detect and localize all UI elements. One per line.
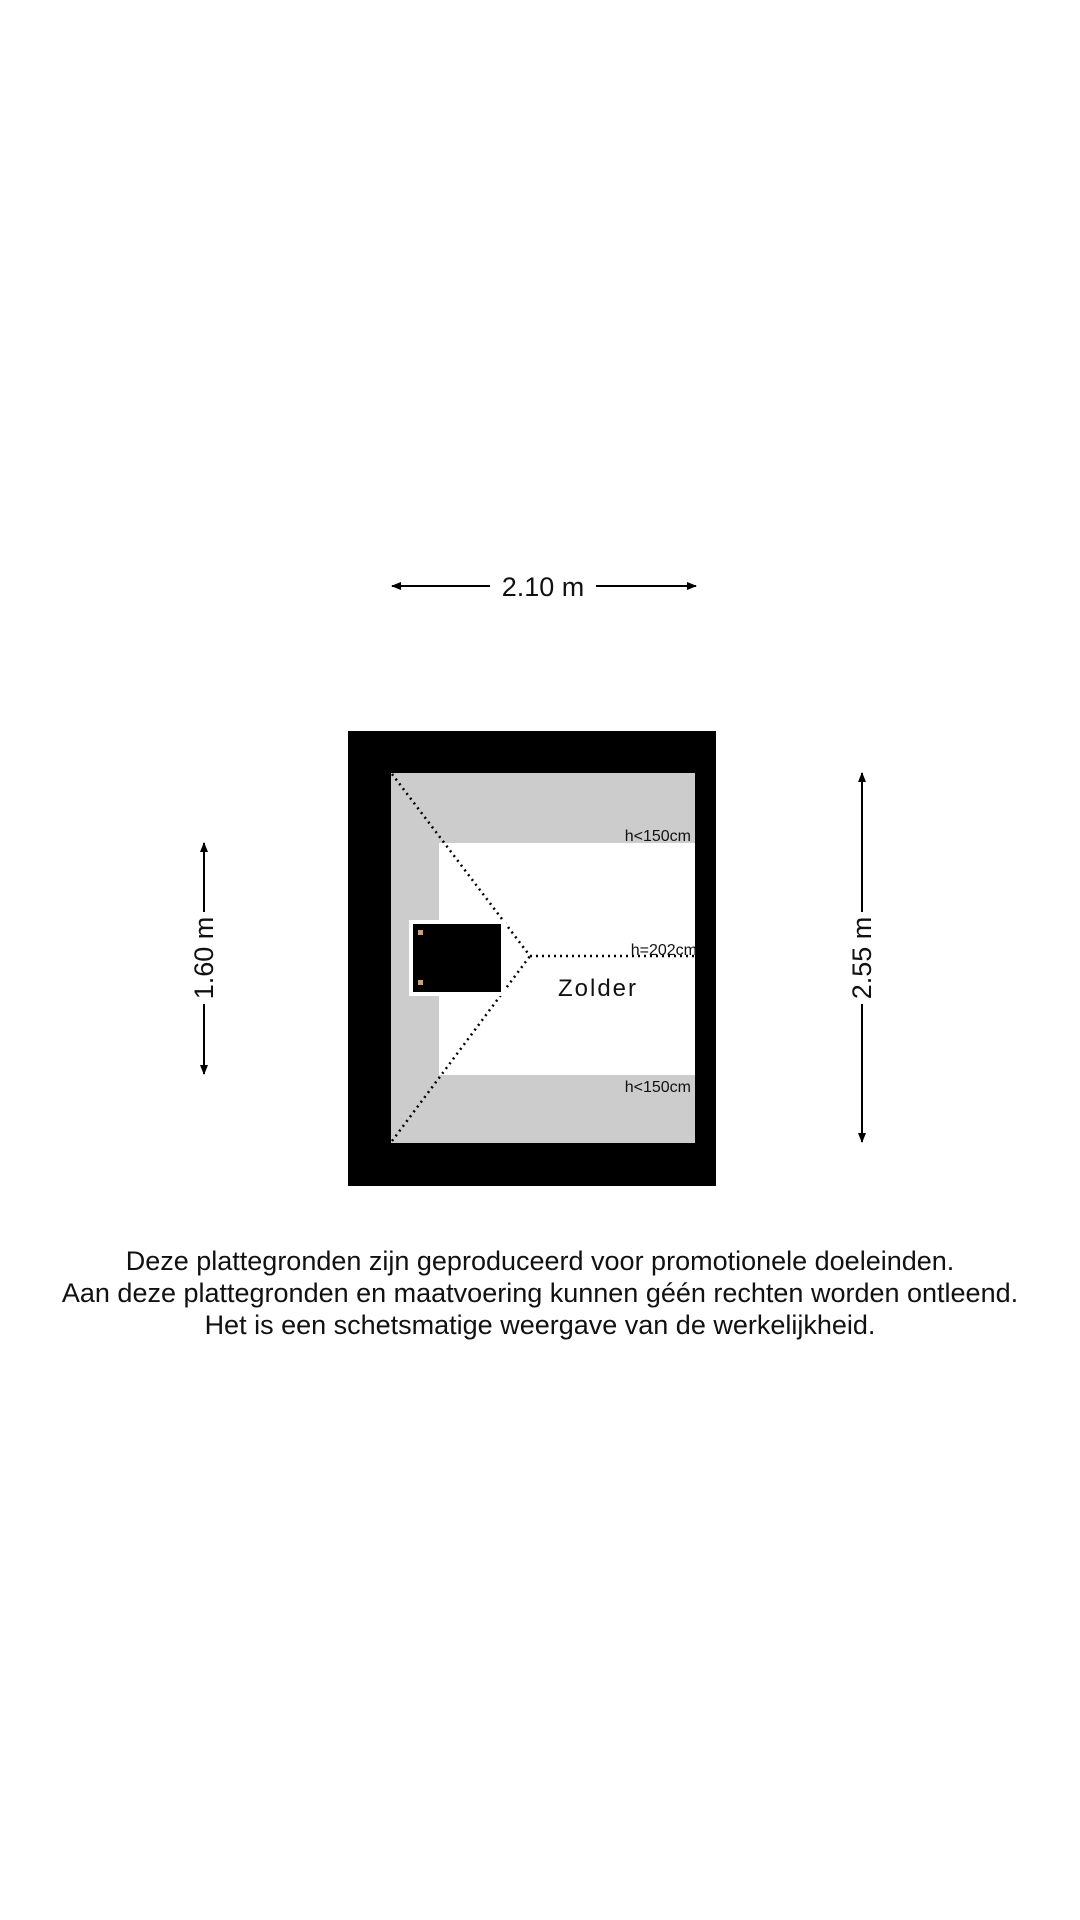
right-height-dimension: [847, 773, 877, 1142]
disclaimer-line-3: Het is een schetsmatige weergave van de werkelijkheid.: [204, 1310, 876, 1340]
width-dimension-label: 2.10 m: [501, 572, 585, 602]
roof-hatch-hinge-top: [418, 930, 423, 935]
roof-hatch-opening: [413, 924, 501, 992]
height-label-bottom: h<150cm: [624, 1079, 691, 1096]
disclaimer-line-1: Deze plattegronden zijn geproduceerd voor promotionele doeleinden.: [125, 1246, 955, 1276]
right-height-dimension-label: 2.55 m: [847, 916, 877, 1000]
width-dimension: [392, 572, 696, 602]
height-label-top: h<150cm: [624, 828, 691, 845]
left-height-dimension-label: 1.60 m: [189, 916, 219, 1000]
height-label-middle: h=202cm: [630, 942, 697, 959]
room-name: Zolder: [557, 975, 639, 1002]
left-height-dimension: [189, 843, 219, 1074]
roof-hatch-hinge-bottom: [418, 980, 423, 985]
disclaimer: [0, 1245, 1080, 1341]
roof-hatch: [409, 920, 506, 996]
disclaimer-line-2: Aan deze plattegronden en maatvoering kunnen géén rechten worden ontleend.: [61, 1278, 1019, 1308]
